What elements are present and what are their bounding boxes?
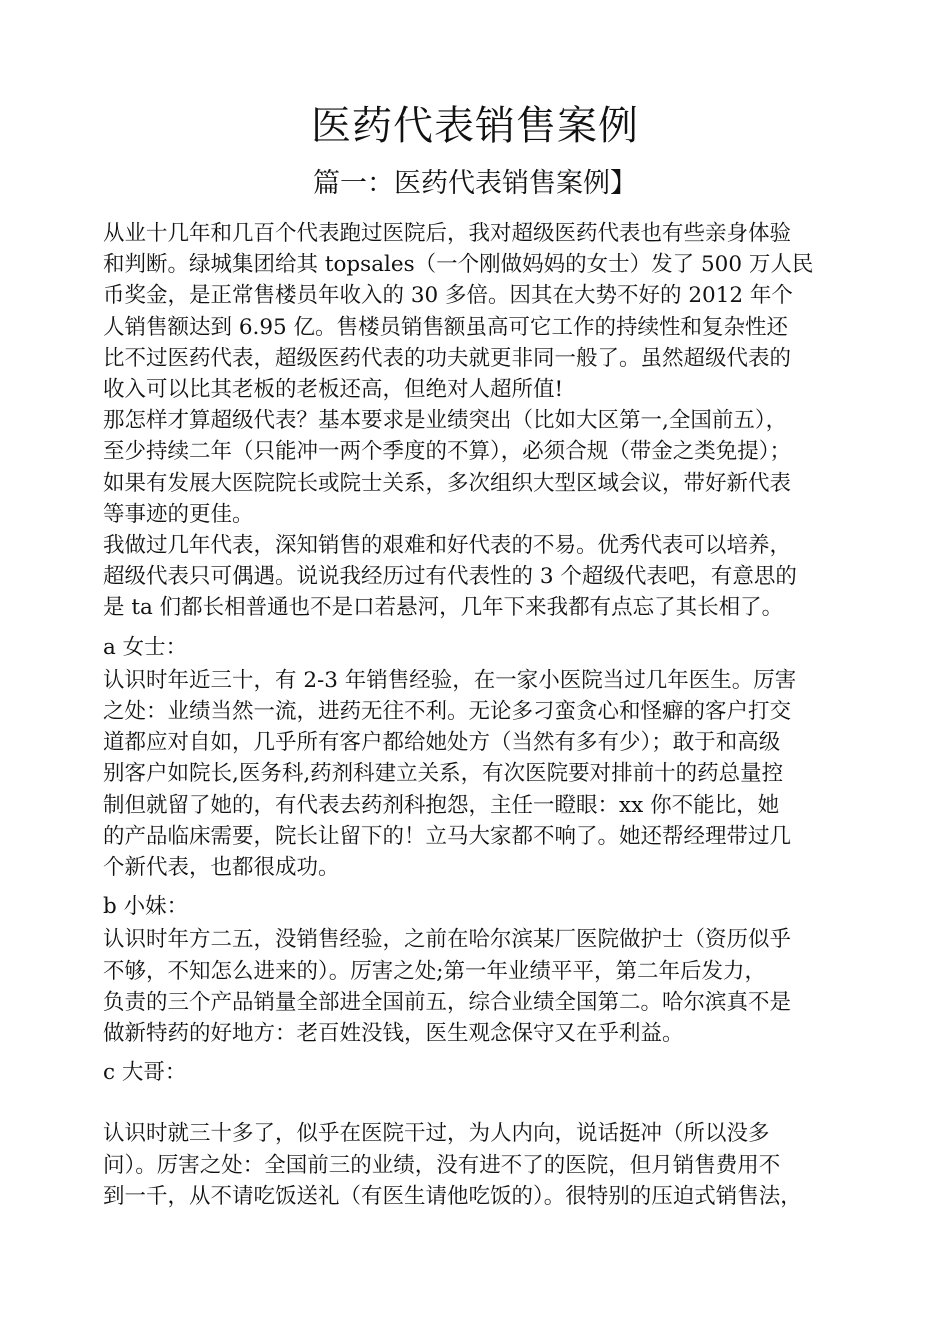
spacer [103,1090,863,1118]
text-line: 认识时年近三十，有 2-3 年销售经验，在一家小医院当过几年医生。厉害 [103,667,797,693]
text-line: 制但就留了她的，有代表去药剂科抱怨，主任一瞪眼：xx 你不能比，她 [103,792,780,818]
text-line: 币奖金，是正常售楼员年收入的 30 多倍。因其在大势不好的 2012 年个 [103,283,793,309]
text-line: 个新代表，也都很成功。 [103,855,340,881]
text-line: 我做过几年代表，深知销售的艰难和好代表的不易。优秀代表可以培养， [103,533,792,559]
text-line: 如果有发展大医院院长或院士关系，多次组织大型区域会议，带好新代表 [103,470,792,496]
text-line: 之处：业绩当然一流，进药无往不利。无论多刁蛮贪心和怪癖的客户打交 [103,699,792,725]
section-b-paragraph [103,924,863,1049]
text-line: 从业十几年和几百个代表跑过医院后，我对超级医药代表也有些亲身体验 [103,221,792,246]
section-c-paragraph [103,1118,863,1212]
text-line: 的产品临床需要，院长让留下的！立马大家都不响了。她还帮经理带过几 [103,823,792,849]
document-title: 医药代表销售案例 [311,103,639,149]
text-line: 认识时年方二五，没销售经验，之前在哈尔滨某厂医院做护士（资历似乎 [103,927,792,953]
text-line: 别客户如院长,医务科,药剂科建立关系，有次医院要对排前十的药总量控 [103,761,784,787]
text-line: 不够，不知怎么进来的）。厉害之处;第一年业绩平平，第二年后发力， [103,958,766,984]
section-a-paragraph [103,665,863,883]
text-line: 收入可以比其老板的老板还高，但绝对人超所值! [103,377,564,403]
text-line: 和判断。绿城集团给其 topsales（一个刚做妈妈的女士）发了 500 万人民 [103,252,814,278]
spacer [103,883,863,889]
text-line: 问）。厉害之处：全国前三的业绩，没有进不了的医院，但月销售费用不 [103,1152,781,1178]
text-line: 认识时就三十多了，似乎在医院干过，为人内向，说话挺冲（所以没多 [103,1121,770,1147]
section-b-label: b 小妹： [103,894,189,920]
text-line: 至少持续二年（只能冲一两个季度的不算），必须合规（带金之类免提）； [103,439,792,465]
text-line: 道都应对自如，几乎所有客户都给她处方（当然有多有少）；敢于和高级 [103,730,781,756]
text-line: 到一千，从不请吃饭送礼（有医生请他吃饭的）。很特别的压迫式销售法， [103,1183,802,1209]
document-body [103,218,863,1212]
text-line: 等事迹的更佳。 [103,501,254,527]
text-line: 超级代表只可偶遇。说说我经历过有代表性的 3 个超级代表吧，有意思的 [103,564,797,590]
text-line: 比不过医药代表，超级医药代表的功夫就更非同一般了。虽然超级代表的 [103,345,792,371]
text-line: 是 ta 们都长相普通也不是口若悬河，几年下来我都有点忘了其长相了。 [103,595,784,621]
section-a-label: a 女士： [103,634,188,660]
text-line: 负责的三个产品销量全部进全国前五，综合业绩全国第二。哈尔滨真不是 [103,989,792,1015]
text-line: 那怎样才算超级代表？基本要求是业绩突出（比如大区第一,全国前五）， [103,408,788,434]
spacer [103,624,863,630]
document-subtitle: 篇一：医药代表销售案例】 [313,168,637,199]
intro-paragraphs [103,218,863,624]
text-line: 做新特药的好地方：老百姓没钱，医生观念保守又在乎利益。 [103,1021,684,1047]
spacer [103,1049,863,1055]
text-line: 人销售额达到 6.95 亿。售楼员销售额虽高可它工作的持续性和复杂性还 [103,314,789,340]
section-c-label: c 大哥： [103,1060,187,1086]
